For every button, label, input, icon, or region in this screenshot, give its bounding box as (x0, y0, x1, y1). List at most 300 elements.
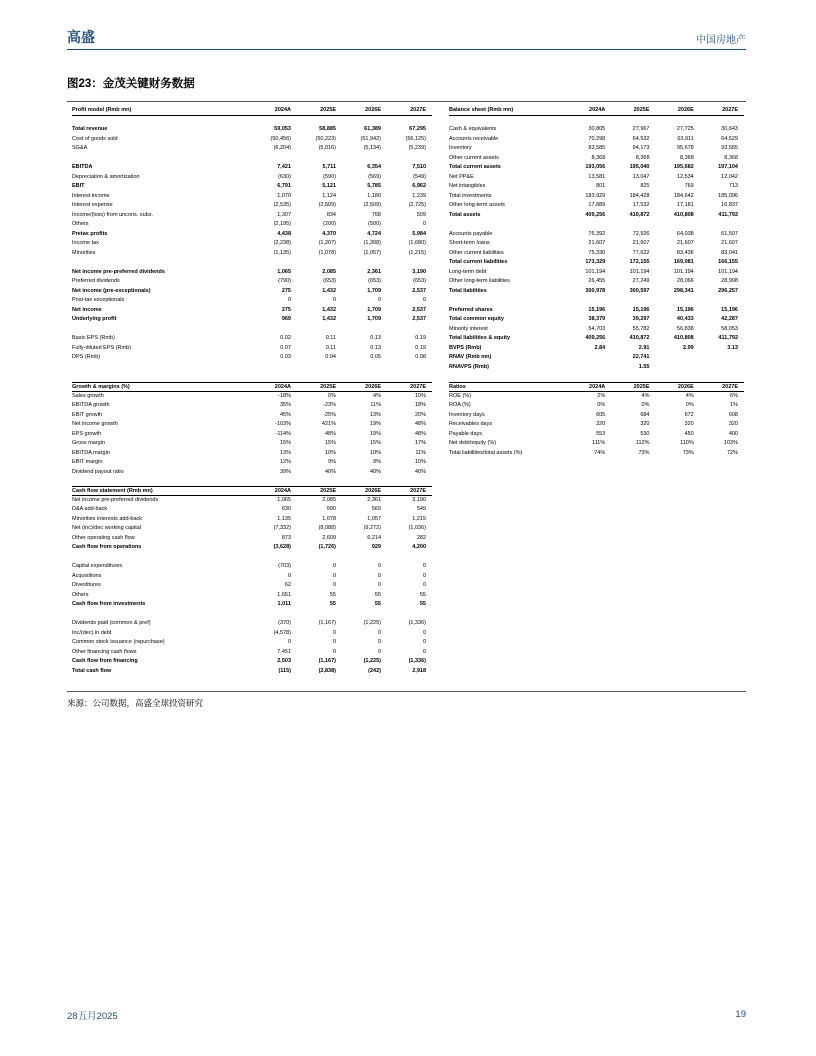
row-label: Fully-diluted EPS (Rmb) (72, 344, 131, 351)
row-value: 0 (422, 629, 426, 636)
row-value: 0.04 (325, 354, 336, 360)
row-value: -114% (275, 430, 291, 437)
row-value: 0 (377, 297, 381, 303)
row-value: 2% (597, 392, 606, 399)
row-label: RNAV (Rmb mn) (449, 354, 492, 360)
column-header: 2027E (410, 384, 426, 390)
row-value: 409,256 (585, 211, 606, 218)
row-value: 450 (684, 430, 694, 437)
table-row (72, 638, 432, 648)
row-value: 12% (279, 459, 291, 465)
row-value: 684 (640, 411, 650, 418)
row-value (387, 553, 432, 563)
table-row (449, 353, 744, 363)
row-value: 0 (377, 629, 381, 636)
table-row (449, 154, 744, 164)
row-value: (2,509) (318, 202, 336, 208)
cash-flow-table (72, 486, 432, 676)
row-value: 509 (416, 211, 426, 218)
row-label: D&A add-back (72, 506, 108, 512)
row-label: Total assets (449, 211, 481, 218)
row-label: EPS growth (72, 430, 102, 437)
row-label (449, 296, 567, 306)
row-value: 1,011 (277, 601, 291, 607)
row-label: EBITDA growth (72, 402, 110, 408)
row-label: RNAVPS (Rmb) (449, 363, 489, 370)
row-value: 0 (287, 572, 291, 579)
row-value: (3,628) (273, 544, 291, 550)
row-value (567, 363, 611, 373)
row-label (72, 258, 252, 268)
row-value: 2,085 (322, 268, 336, 275)
row-value: 11% (370, 402, 381, 408)
row-value: 0.08 (415, 354, 426, 360)
row-value: 54,703 (588, 325, 606, 332)
row-value: 10% (414, 459, 426, 465)
row-value (252, 610, 297, 620)
row-value: 55 (329, 601, 336, 607)
row-value: 1,070 (277, 192, 291, 199)
row-label: Net income pre-preferred dividends (72, 268, 165, 275)
table-row (72, 581, 432, 591)
row-value: (8,088) (318, 525, 336, 531)
row-value: 101,194 (718, 268, 738, 275)
row-value: 1,215 (412, 515, 426, 522)
row-label: Cash flow from operations (72, 544, 142, 550)
row-value: 2.91 (638, 344, 650, 351)
row-value: 6,791 (277, 183, 291, 189)
table-row (449, 430, 744, 440)
row-value: 10% (414, 392, 426, 399)
row-value: 18% (414, 402, 426, 408)
row-value (342, 610, 387, 620)
row-value: 63,911 (677, 135, 694, 142)
row-value: 7,451 (277, 648, 291, 655)
row-value: 410,808 (673, 211, 694, 218)
table-row (449, 306, 744, 316)
row-value: 17,889 (588, 202, 606, 208)
row-value: 6% (730, 392, 738, 399)
row-value: 197,104 (718, 164, 738, 170)
row-value: 2,537 (412, 287, 426, 294)
table-row (449, 135, 744, 145)
row-value: 0 (422, 297, 426, 303)
row-label: Other financing cash flows (72, 648, 137, 655)
row-value: 411,792 (718, 335, 738, 341)
row-value (342, 154, 387, 164)
row-value: 1,432 (322, 306, 336, 313)
table-row (449, 163, 744, 173)
column-header: 2027E (410, 107, 426, 113)
row-value (297, 610, 342, 620)
row-label: Total liabilities & equity (449, 335, 511, 341)
row-value: 1,432 (322, 287, 336, 294)
row-value: (569) (368, 173, 381, 180)
row-label: Inc/(dec) in debt (72, 629, 112, 636)
row-value: 0.19 (415, 335, 426, 341)
row-value (656, 116, 700, 126)
row-value: 672 (684, 411, 694, 418)
figure-title: 图23：金茂关键财务数据 (67, 78, 195, 90)
row-value: 410,808 (673, 335, 694, 341)
row-value: 20% (414, 411, 426, 418)
row-value: 0 (377, 563, 381, 569)
row-label: Accounts payable (449, 230, 493, 237)
row-label: Basic EPS (Rmb) (72, 335, 115, 341)
row-value (700, 296, 744, 306)
row-value: 17,532 (632, 202, 650, 208)
row-value: 5,785 (367, 183, 381, 189)
row-value: 22,741 (632, 354, 650, 360)
row-value: (1,078) (318, 249, 336, 256)
row-value: 2,537 (412, 316, 426, 322)
table-row (72, 610, 432, 620)
row-value: 282 (416, 534, 426, 541)
row-value: 0 (422, 221, 426, 227)
table-row (449, 220, 744, 230)
row-value: (1,336) (408, 620, 426, 626)
row-value: 26,455 (588, 278, 606, 284)
column-header: 2025E (320, 107, 336, 113)
table-header-row (72, 382, 432, 392)
row-value: 55,782 (632, 325, 650, 332)
row-value: 300,597 (629, 287, 650, 294)
table-row (72, 334, 432, 344)
row-value: 300,978 (585, 287, 606, 294)
row-value: 55 (329, 591, 336, 598)
table-row (449, 411, 744, 421)
row-value: 320 (728, 421, 738, 427)
row-value: 40% (414, 468, 426, 475)
row-value (611, 116, 655, 126)
row-value (297, 154, 342, 164)
row-label: Divestitures (72, 582, 101, 588)
table-row (72, 125, 432, 135)
row-value (656, 220, 700, 230)
row-value: 929 (371, 544, 381, 550)
row-value: 0 (377, 639, 381, 645)
row-value (252, 116, 297, 126)
row-label: Depreciation & amortization (72, 173, 140, 180)
table-row (72, 562, 432, 572)
table-top-rule (67, 101, 746, 102)
row-value (297, 553, 342, 563)
row-value: 59,053 (274, 126, 291, 132)
row-value: 0.19 (415, 344, 426, 351)
row-value: 630 (281, 506, 291, 512)
row-value: (1,308) (363, 240, 381, 246)
row-label: Other long-term assets (449, 202, 505, 208)
row-label: Interest expense (72, 202, 113, 208)
row-value: 320 (640, 421, 650, 427)
row-value: (7,332) (273, 525, 291, 531)
row-value: (1,726) (318, 544, 336, 550)
table-row (72, 534, 432, 544)
row-label: Net (inc)/dec working capital (72, 525, 142, 531)
row-label: SG&A (72, 145, 88, 151)
table-row (72, 600, 432, 610)
row-value: 56,838 (676, 325, 694, 332)
table-row (72, 619, 432, 629)
table-row (449, 344, 744, 354)
row-label: Inventory days (449, 411, 485, 418)
row-value (342, 116, 387, 126)
row-value: 10% (324, 449, 336, 456)
table-row (72, 306, 432, 316)
row-value: (9,272) (363, 525, 381, 531)
row-value: 73% (682, 449, 694, 456)
row-value: 5,984 (412, 230, 426, 237)
row-value: 0.07 (280, 344, 291, 351)
row-value: 0 (332, 629, 336, 636)
row-value: 400 (728, 430, 738, 437)
row-value: 7,510 (412, 164, 426, 170)
row-value: 48% (414, 421, 426, 427)
row-value: 21,607 (632, 240, 650, 246)
table-row (72, 344, 432, 354)
row-value: 1,432 (322, 316, 336, 322)
table-row (72, 468, 432, 478)
row-label: Others (72, 591, 89, 598)
row-value: 275 (281, 287, 291, 294)
table-row (72, 657, 432, 667)
table-row (72, 315, 432, 325)
row-label: Cost of goods sold (72, 135, 118, 142)
row-label: EBIT growth (72, 411, 103, 418)
row-value (297, 116, 342, 126)
row-value: 103% (723, 440, 738, 446)
row-value: 1,709 (367, 287, 381, 294)
row-value: (500) (368, 221, 381, 227)
row-value (567, 353, 611, 363)
footer-date: 28五月2025 (67, 1011, 118, 1022)
row-value (342, 258, 387, 268)
row-label: DPS (Rmb) (72, 354, 101, 360)
row-value: 8,368 (724, 154, 738, 161)
table-title: Cash flow statement (Rmb mn) (72, 488, 153, 494)
row-value: 0 (332, 639, 336, 645)
row-label: Common stock issuance (repurchase) (72, 639, 165, 645)
section-name: 中国房地产 (696, 35, 746, 46)
row-value: 0 (377, 648, 381, 655)
row-value: -103% (275, 421, 291, 427)
row-label: EBITDA margin (72, 449, 110, 456)
table-row (449, 325, 744, 335)
table-row (72, 116, 432, 126)
row-value (297, 325, 342, 335)
row-value: (549) (413, 173, 426, 180)
row-value: 15% (279, 440, 291, 446)
row-value: 6,354 (367, 164, 381, 170)
row-value: 0 (287, 639, 291, 645)
row-value: 101,194 (673, 268, 694, 275)
table-row (72, 144, 432, 154)
row-value: 0.13 (370, 344, 381, 351)
row-value: 4,370 (322, 230, 336, 237)
row-value (387, 154, 432, 164)
row-value: 421% (321, 421, 336, 427)
row-label: ROA (%) (449, 402, 471, 408)
row-value: (1,680) (408, 240, 426, 246)
header-divider (67, 49, 746, 50)
table-row (72, 277, 432, 287)
row-label: Total liabilities/total assets (%) (449, 449, 523, 456)
table-row (449, 277, 744, 287)
row-value: 3.13 (727, 344, 738, 351)
row-value: 6,214 (367, 534, 381, 541)
table-row (72, 201, 432, 211)
column-header: 2025E (633, 107, 650, 113)
row-value: 2,609 (322, 534, 336, 541)
table-row (449, 268, 744, 278)
table-row (449, 249, 744, 259)
row-value: 101,194 (585, 268, 606, 275)
row-value: 61,507 (721, 230, 738, 237)
row-value: 27,967 (632, 126, 650, 132)
row-value (252, 553, 297, 563)
row-value: (1,036) (408, 525, 426, 531)
row-label: Preferred shares (449, 306, 493, 313)
row-value: (2,838) (318, 667, 336, 674)
row-label: Total common equity (449, 316, 504, 322)
row-value (656, 353, 700, 363)
row-value: 183,929 (585, 192, 606, 199)
row-label: Accounts receivable (449, 135, 499, 142)
row-value: 0 (332, 648, 336, 655)
row-value: (50,456) (270, 135, 291, 142)
table-row (449, 258, 744, 268)
row-value (611, 220, 655, 230)
row-value: 6,962 (412, 183, 426, 189)
column-header: 2024A (589, 107, 606, 113)
row-value: 111% (591, 440, 606, 446)
row-value: 2,361 (367, 496, 381, 503)
row-value: 38,379 (588, 316, 606, 322)
column-header: 2026E (365, 107, 381, 113)
row-value: 67,295 (409, 126, 426, 132)
row-value: 0 (422, 563, 426, 569)
table-row (449, 144, 744, 154)
row-value: 193,056 (585, 164, 606, 170)
row-value: 0.03 (280, 354, 291, 360)
row-value (700, 220, 744, 230)
table-row (72, 449, 432, 459)
row-value: 3,190 (412, 496, 426, 503)
row-value: 12,534 (676, 173, 694, 180)
row-value: 3,190 (412, 268, 426, 275)
row-label: Others (72, 221, 89, 227)
table-header-row (449, 382, 744, 392)
row-value: (1,135) (273, 249, 291, 256)
row-value: 2,361 (367, 268, 381, 275)
table-row (72, 458, 432, 468)
brand-name: 高盛 (67, 29, 95, 45)
row-value (567, 220, 611, 230)
row-value: 8,368 (635, 154, 650, 161)
row-value: 64,529 (721, 135, 738, 142)
row-value: 17% (414, 440, 426, 446)
row-value: (2,509) (363, 202, 381, 208)
row-value: 409,256 (585, 335, 606, 341)
row-value: 8,368 (679, 154, 694, 161)
row-value: 58,053 (721, 325, 738, 332)
row-value: (1,207) (318, 240, 336, 246)
row-value: (1,167) (318, 658, 336, 664)
table-row (72, 163, 432, 173)
row-value: 11% (415, 449, 426, 456)
row-value: 15,196 (632, 306, 650, 313)
table-row (449, 116, 744, 126)
row-value: 4% (373, 392, 381, 399)
row-value: (6,204) (273, 145, 291, 151)
table-row (72, 296, 432, 306)
row-value: (51,942) (360, 135, 381, 142)
row-value: 1,078 (322, 515, 336, 522)
row-value: 40,433 (676, 316, 694, 322)
row-value (700, 116, 744, 126)
table-row (72, 411, 432, 421)
row-label: Payable days (449, 430, 483, 437)
row-label: Pretax profits (72, 230, 108, 237)
column-header: 2025E (633, 384, 650, 390)
row-value: (703) (278, 563, 291, 569)
row-value: 13,581 (588, 173, 606, 180)
row-value: 93,565 (721, 145, 738, 151)
row-value (342, 325, 387, 335)
row-label: Other operating cash flow (72, 534, 135, 541)
table-row (449, 363, 744, 373)
row-value: 4,438 (277, 230, 291, 237)
row-label: Net income growth (72, 421, 118, 427)
table-row (72, 182, 432, 192)
table-row (449, 401, 744, 411)
row-value: 4,200 (412, 544, 426, 550)
row-label: Total current assets (449, 164, 501, 170)
row-value: 95,678 (676, 145, 694, 151)
row-value: 4,724 (367, 230, 381, 237)
row-value: 569 (371, 506, 381, 512)
row-value: (5,134) (363, 145, 381, 151)
row-value (252, 154, 297, 164)
table-title: Growth & margins (%) (72, 384, 130, 390)
row-value: 19% (369, 421, 381, 427)
row-label (449, 116, 567, 126)
row-label: Dividends paid (common & pref) (72, 620, 151, 626)
row-value: 48% (324, 430, 336, 437)
row-value: 0 (422, 572, 426, 579)
row-value: 19% (369, 430, 381, 437)
row-label (72, 610, 252, 620)
row-value: 13,047 (632, 173, 650, 180)
row-value: 605 (596, 411, 606, 418)
row-label: Receivables days (449, 421, 493, 427)
table-row (72, 192, 432, 202)
row-value (387, 610, 432, 620)
table-row (72, 353, 432, 363)
table-row (72, 515, 432, 525)
row-value: 410,872 (629, 335, 650, 341)
row-label: Acquisitions (72, 572, 102, 579)
row-label: Underlying profit (72, 316, 117, 322)
row-value: (370) (278, 620, 291, 626)
row-label: Gross margin (72, 440, 106, 446)
row-value: 411,792 (718, 211, 738, 218)
row-value: 9% (328, 459, 336, 465)
row-value: 15% (324, 440, 336, 446)
row-value: 13% (279, 449, 291, 456)
row-value: (242) (368, 667, 381, 674)
row-value: 2.99 (683, 344, 694, 351)
